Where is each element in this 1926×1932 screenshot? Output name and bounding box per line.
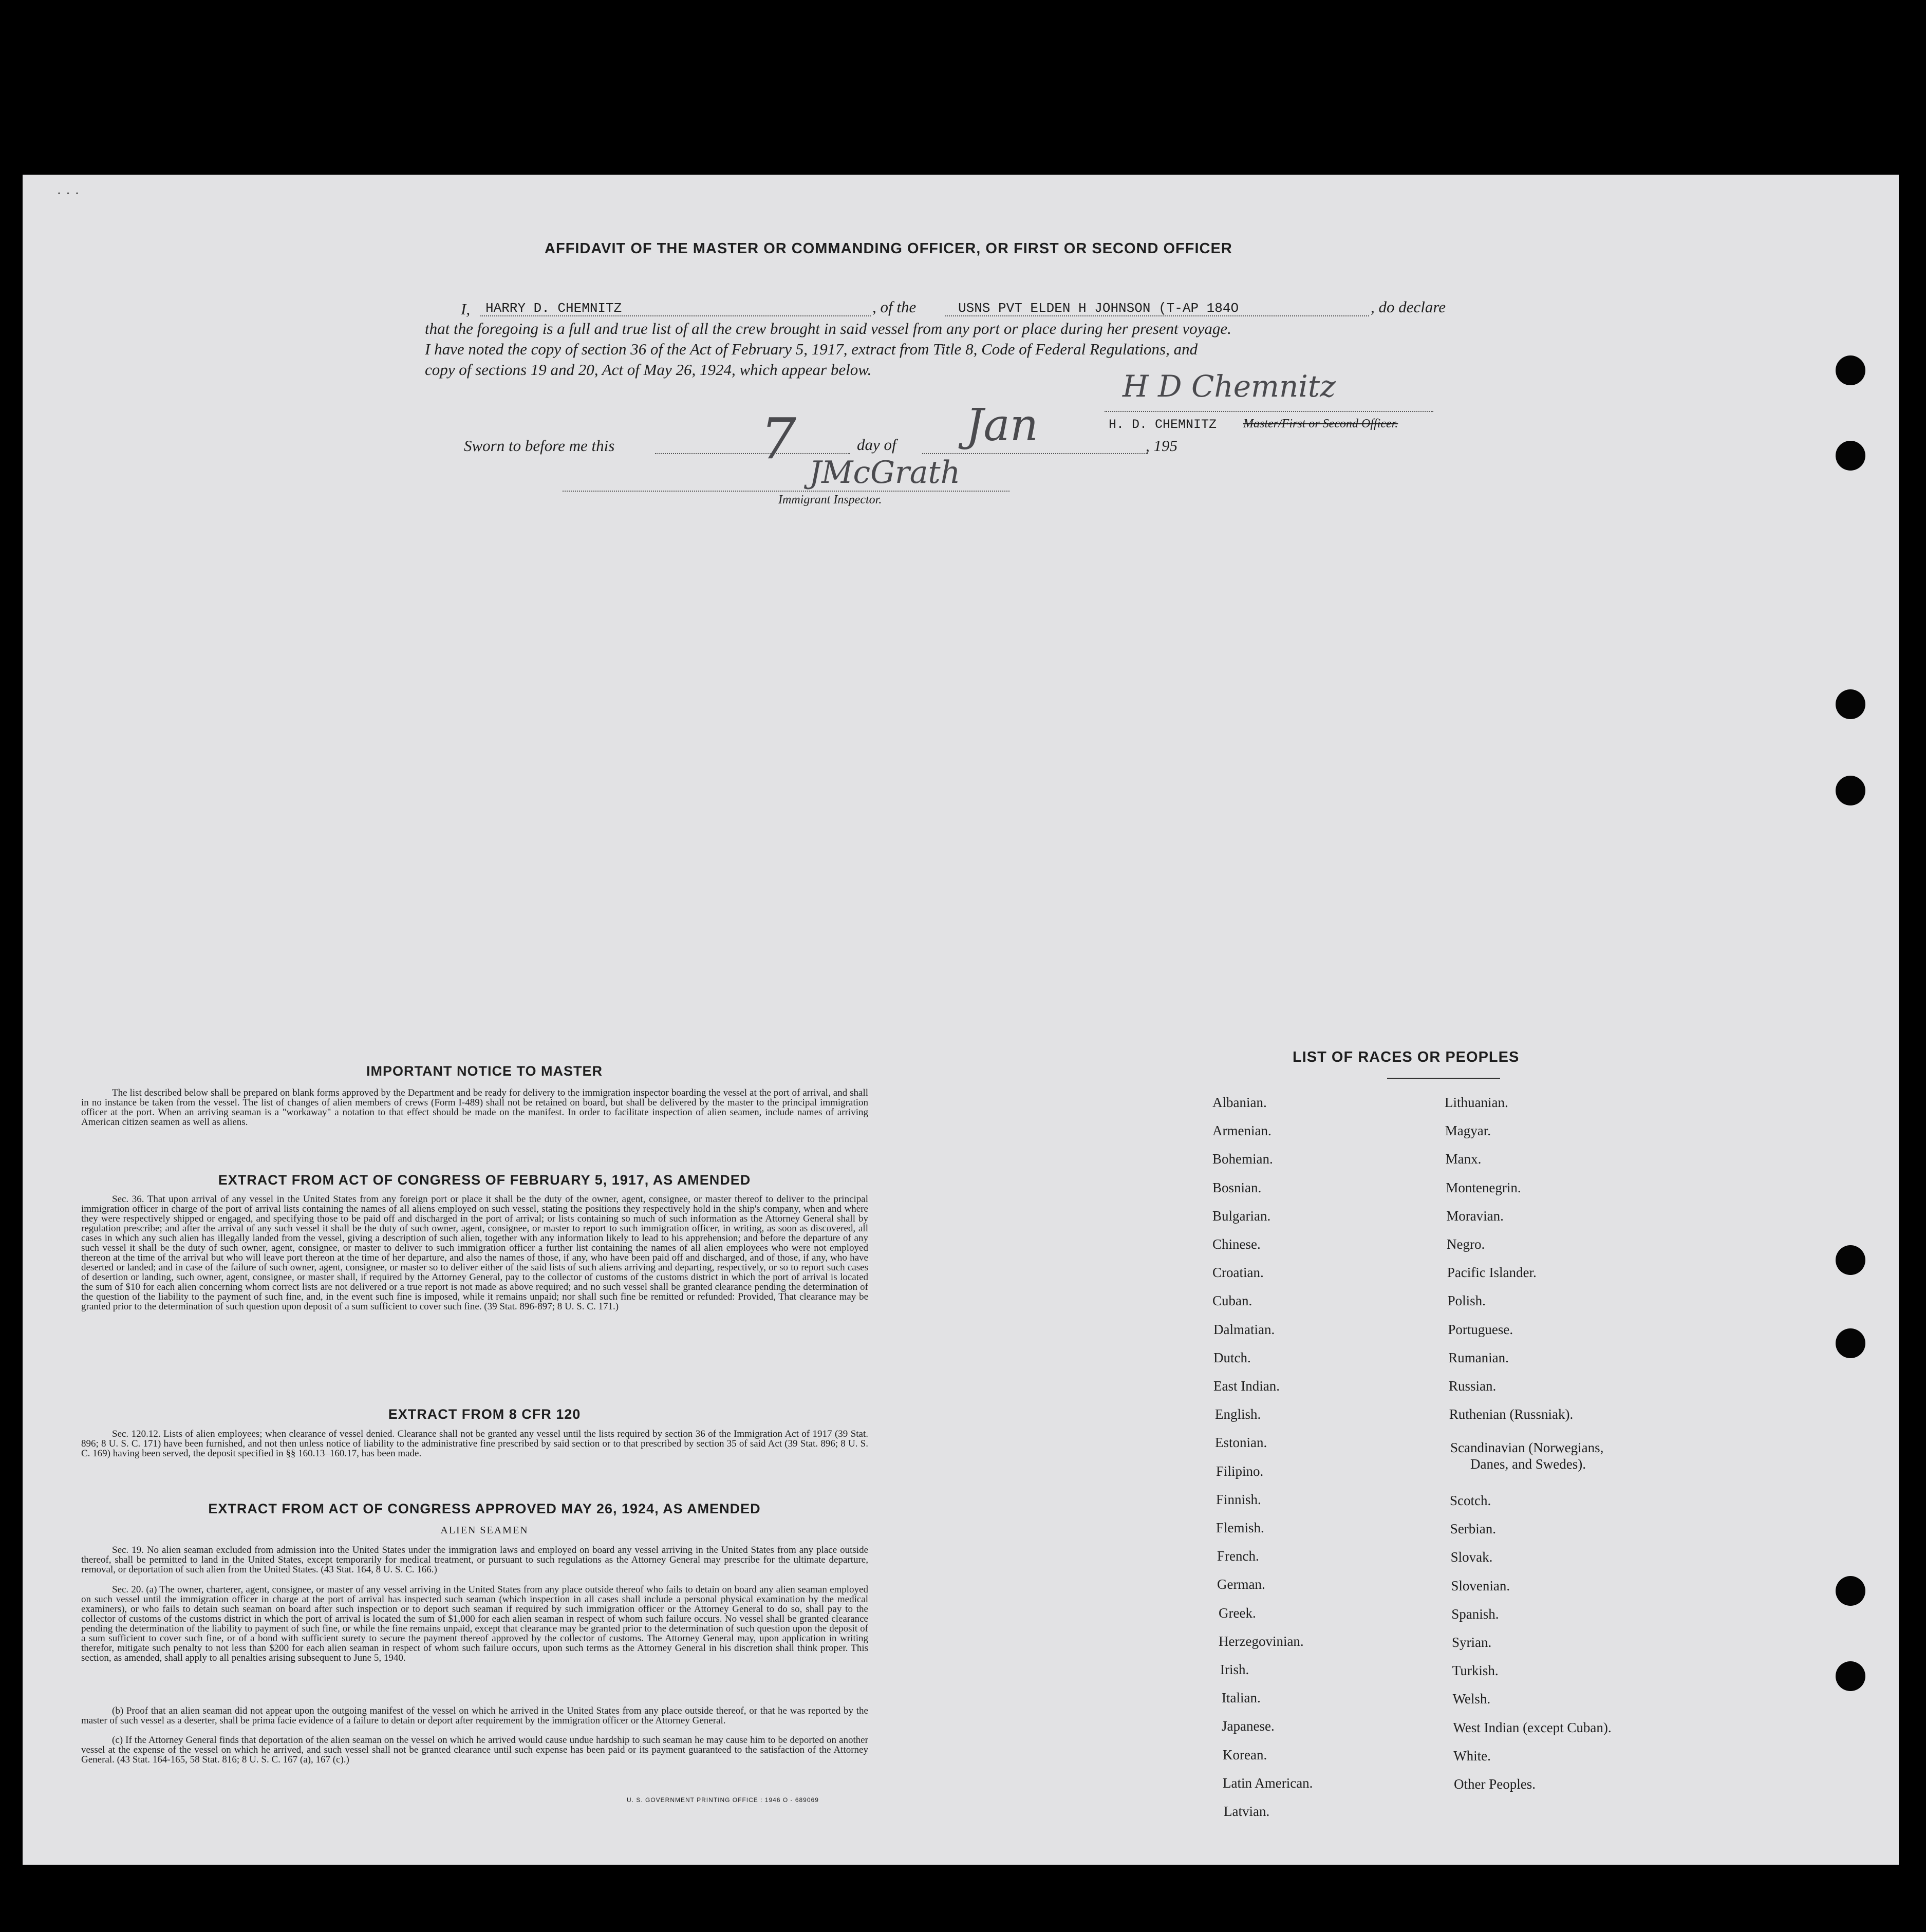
race-item: English. [1215, 1406, 1261, 1422]
punch-hole [1836, 355, 1865, 385]
signature-line [1105, 411, 1433, 412]
race-item: Latvian. [1224, 1804, 1270, 1819]
race-item: Other Peoples. [1454, 1776, 1536, 1792]
race-item: Herzegovinian. [1219, 1633, 1304, 1649]
race-item: Pacific Islander. [1447, 1265, 1537, 1281]
extract-1924-sec19: Sec. 19. No alien seaman excluded from admission into the United States under the immigration laws and employed on board any vessel arriving in the United States from any place outside thereof, shall be permitted to land in the United States, except temporarily for medical treatment, or pursuant to such regulations as the Attorney General may prescribe for the ultimate departure, removal, or deportation of such alien from the United States. (43 Stat. 164, 8 U. S. C. 166.) [81, 1545, 868, 1575]
race-item: German. [1217, 1577, 1265, 1592]
day-line [655, 453, 850, 454]
extract-1924-sec20b: (b) Proof that an alien seaman did not appear upon the outgoing manifest of the vessel on which he arrived in the United States from any place outside thereof, or that he was reported by the master of such vessel as a deserter, shall be prima facie evidence of a failure to detain or deport after requirement by the immigration officer or the Attorney General. [81, 1705, 868, 1726]
race-item: Finnish. [1216, 1491, 1261, 1507]
race-item: Lithuanian. [1445, 1095, 1508, 1110]
race-item: Syrian. [1452, 1635, 1492, 1650]
extract-1924-sec20a: Sec. 20. (a) The owner, charterer, agent, consignee, or master of any vessel arriving in the United States from any place outside thereof who fails to detain on board any alien seaman employed on such vessel until the immigration officer in charge at the port of arrival has inspected such seaman (which inspection in all cases shall include a personal physical examination by the medical examiners), or who fails to detain such seaman on board after such inspection or to deport such seaman if required by such immigration officer or the Attorney General to do so, shall pay to the collector of customs of the customs district in which the port of arrival is located the sum of $1,000 for each alien seaman in respect of whom such failure occurs. No vessel shall be granted clearance pending the determination of the liability to payment of such fine, or while the fine remains unpaid, except that clearance may be granted prior to the determination of such question upon the deposit of a sum sufficient to cover such fine, or of a bond with sufficient surety to secure the payment thereof approved by the collector of customs. The Attorney General may, upon application in writing therefor, mitigate such penalty to not less than $200 for each alien seaman in respect of whom such failure occurs, upon such terms as the Attorney General in his discretion shall think proper. This section, as amended, shall apply to all penalties arising subsequent to June 5, 1940. [81, 1584, 868, 1663]
race-item: Filipino. [1216, 1463, 1264, 1479]
punch-hole [1836, 1576, 1865, 1606]
year-label: , 195 [1146, 437, 1177, 455]
inspector-signature: JMcGrath [809, 455, 961, 491]
month-value: Jan [966, 400, 1039, 451]
notice-text: The list described below shall be prepared on blank forms approved by the Department and be ready for delivery to the immigration inspector boarding the vessel at the port of arrival, and shall in no instance be taken from the vessel. The list of changes of alien members of crews (Form I-489) shall not be retained on board, but shall be delivered by the master to the principal immigration officer at the port. When an arriving seaman is a "workaway" a notation to that effect should be made on the manifest. In order to facilitate inspection of alien seamen, include names of arriving American citizen seamen as well as aliens. [81, 1087, 868, 1128]
race-item: Polish. [1447, 1293, 1486, 1309]
signer-title: Master/First or Second Officer. [1243, 417, 1398, 430]
signer-typed-name: H. D. CHEMNITZ [1109, 417, 1217, 432]
race-item: French. [1217, 1548, 1259, 1564]
punch-hole [1836, 441, 1865, 471]
race-item: Croatian. [1212, 1265, 1264, 1281]
day-of-label: day of [857, 436, 896, 454]
race-item: Latin American. [1223, 1775, 1313, 1791]
race-item: Flemish. [1216, 1520, 1264, 1535]
race-item: Turkish. [1452, 1663, 1499, 1679]
race-item: Cuban. [1212, 1293, 1252, 1309]
punch-hole [1836, 1661, 1865, 1691]
race-item: Dutch. [1213, 1349, 1251, 1365]
extract-1924-sec20c: (c) If the Attorney General finds that deportation of the alien seaman on the vessel on which he arrived would cause undue hardship to such seaman he may cause him to be deported on another vessel at the expense of the vessel on which he arrived, and such vessel shall not be granted clearance until such expense has been paid or its payment guaranteed to the satisfaction of the Attorney General. (43 Stat. 164-165, 58 Stat. 816; 8 U. S. C. 167 (a), 167 (c).) [81, 1735, 868, 1765]
race-item: Spanish. [1451, 1606, 1499, 1622]
race-item: Dalmatian. [1213, 1321, 1275, 1337]
race-item: Welsh. [1452, 1691, 1491, 1707]
race-item: Ruthenian (Russniak). [1449, 1406, 1574, 1422]
race-item: Danes, and Swedes). [1470, 1456, 1586, 1472]
affidavit-title: AFFIDAVIT OF THE MASTER OR COMMANDING OFFICER, OR FIRST OR SECOND OFFICER [545, 240, 1232, 257]
race-item: Japanese. [1222, 1718, 1275, 1734]
race-item: Russian. [1449, 1378, 1497, 1394]
race-item: Scotch. [1450, 1493, 1491, 1508]
race-item: Portuguese. [1448, 1321, 1513, 1337]
extract-1917-text: Sec. 36. That upon arrival of any vessel in the United States from any foreign port or place it shall be the duty of the owner, agent, consignee, or master thereof to deliver to the principal immigration officer in charge of the port of arrival lists containing the names of all aliens employed on such vessel, stating the positions they respectively hold in the ship's company, when and where they were respectively shipped or engaged, and specifying those to be paid off and discharged in the port of arrival; or lists containing so much of such information as the Attorney General shall by regulation prescribe; and after the arrival of any such vessel it shall be the duty of such owner, agent, consignee, or master to report to such immigration officer, in writing, as soon as discovered, all cases in which any such alien has illegally landed from the vessel, giving a description of such alien, together with any information likely to lead to his apprehension; and before the departure of any such vessel it shall be the duty of such owner, agent, consignee, or master to deliver to such immigration officer a further list containing the names of all alien employees who were not employed thereon at the time of the arrival but who will leave port thereon at the time of her departure, and also the names of those, if any, who have been paid off and discharged, and of those, if any, who have deserted or landed; and in case of the failure of such owner, agent, consignee, or master so to deliver either of the said lists of such aliens arriving and departing, respectively, or so to report such cases of desertion or landing, such owner, agent, consignee, or master shall, if required by the Attorney General, pay to the collector of customs of the customs district in which the port of arrival is located the sum of $10 for each alien concerning whom correct lists are not delivered or a true report is not made as above required; and no such vessel shall be granted clearance pending the determination of the question of the liability to the payment of such fine, and, in the event such fine is imposed, while it remains unpaid; nor shall such fine be remitted or refunded: Provided, That clearance may be granted prior to the determination of such question upon deposit of a sum sufficient to cover such fine. (39 Stat. 896-897; 8 U. S. C. 171.) [81, 1194, 868, 1312]
race-item: Bohemian. [1212, 1151, 1273, 1167]
race-item: Estonian. [1215, 1435, 1267, 1451]
day-value: 7 [760, 406, 796, 472]
vessel-name: USNS PVT ELDEN H JOHNSON (T-AP 184O [958, 301, 1239, 316]
race-item: Greek. [1219, 1605, 1256, 1621]
race-item: Chinese. [1212, 1236, 1261, 1252]
inspector-label: Immigrant Inspector. [778, 493, 882, 507]
race-item: Italian. [1222, 1690, 1261, 1706]
month-line [922, 453, 1148, 454]
inspector-line [563, 491, 1009, 492]
punch-hole [1836, 689, 1865, 719]
extract-cfr-title: EXTRACT FROM 8 CFR 120 [388, 1406, 581, 1422]
race-item: Montenegrin. [1446, 1179, 1521, 1195]
master-name: HARRY D. CHEMNITZ [485, 301, 622, 316]
race-item: Albanian. [1212, 1095, 1267, 1110]
sworn-label: Sworn to before me this [464, 437, 615, 455]
race-item: Serbian. [1450, 1521, 1497, 1537]
master-signature: H D Chemnitz [1123, 369, 1336, 404]
statement-line-2: that the foregoing is a full and true list of all the crew brought in said vessel from any port or place during her present voyage. [425, 320, 1231, 337]
i-label: I, [461, 300, 471, 318]
printing-office-footer: U. S. GOVERNMENT PRINTING OFFICE : 1946 O - 689069 [627, 1796, 819, 1804]
punch-hole [1836, 1328, 1865, 1358]
race-item: Armenian. [1212, 1123, 1271, 1139]
race-item: Bulgarian. [1212, 1208, 1271, 1224]
scan-marks: · · · [57, 185, 80, 202]
race-item: White. [1453, 1748, 1491, 1764]
statement-line-4: copy of sections 19 and 20, Act of May 26, 1924, which appear below. [425, 361, 872, 379]
races-title-rule [1387, 1078, 1500, 1079]
race-item: Moravian. [1446, 1208, 1504, 1224]
races-title: LIST OF RACES OR PEOPLES [1293, 1049, 1520, 1065]
extract-1924-subtitle: ALIEN SEAMEN [440, 1525, 529, 1536]
race-item: Slovenian. [1451, 1578, 1510, 1593]
of-the-label: , of the [872, 298, 917, 316]
race-item: Magyar. [1445, 1123, 1491, 1139]
race-item: Scandinavian (Norwegians, [1450, 1440, 1604, 1455]
race-item: Korean. [1223, 1747, 1267, 1762]
statement-line-3: I have noted the copy of section 36 of the Act of February 5, 1917, extract from Title 8, Code of Federal Regulations, and [425, 340, 1198, 358]
race-item: Manx. [1445, 1151, 1482, 1167]
notice-title: IMPORTANT NOTICE TO MASTER [366, 1063, 603, 1079]
race-item: Slovak. [1450, 1549, 1493, 1565]
extract-1924-title: EXTRACT FROM ACT OF CONGRESS APPROVED MAY 26, 1924, AS AMENDED [208, 1501, 761, 1516]
race-item: Negro. [1447, 1236, 1485, 1252]
extract-cfr-text: Sec. 120.12. Lists of alien employees; when clearance of vessel denied. Clearance shall not be granted any vessel until the lists required by section 36 of the Immigration Act of 1917 (39 Stat. 896; 8 U. S. C. 171) have been furnished, and not then unless notice of liability to the administrative fine prescribed by said section or to that prescribed by section 35 of said Act (39 Stat. 896; 8 U. S. C. 169) having been served, the deposit specified in §§ 160.13–160.17, has been made. [81, 1429, 868, 1459]
extract-1917-title: EXTRACT FROM ACT OF CONGRESS OF FEBRUARY 5, 1917, AS AMENDED [218, 1172, 751, 1188]
race-item: East Indian. [1213, 1378, 1280, 1394]
race-item: Rumanian. [1448, 1349, 1509, 1365]
punch-hole [1836, 776, 1865, 805]
race-item: Bosnian. [1212, 1179, 1262, 1195]
race-item: Irish. [1220, 1662, 1249, 1677]
race-item: West Indian (except Cuban). [1453, 1719, 1612, 1735]
declare-label: , do declare [1371, 298, 1446, 316]
punch-hole [1836, 1245, 1865, 1275]
